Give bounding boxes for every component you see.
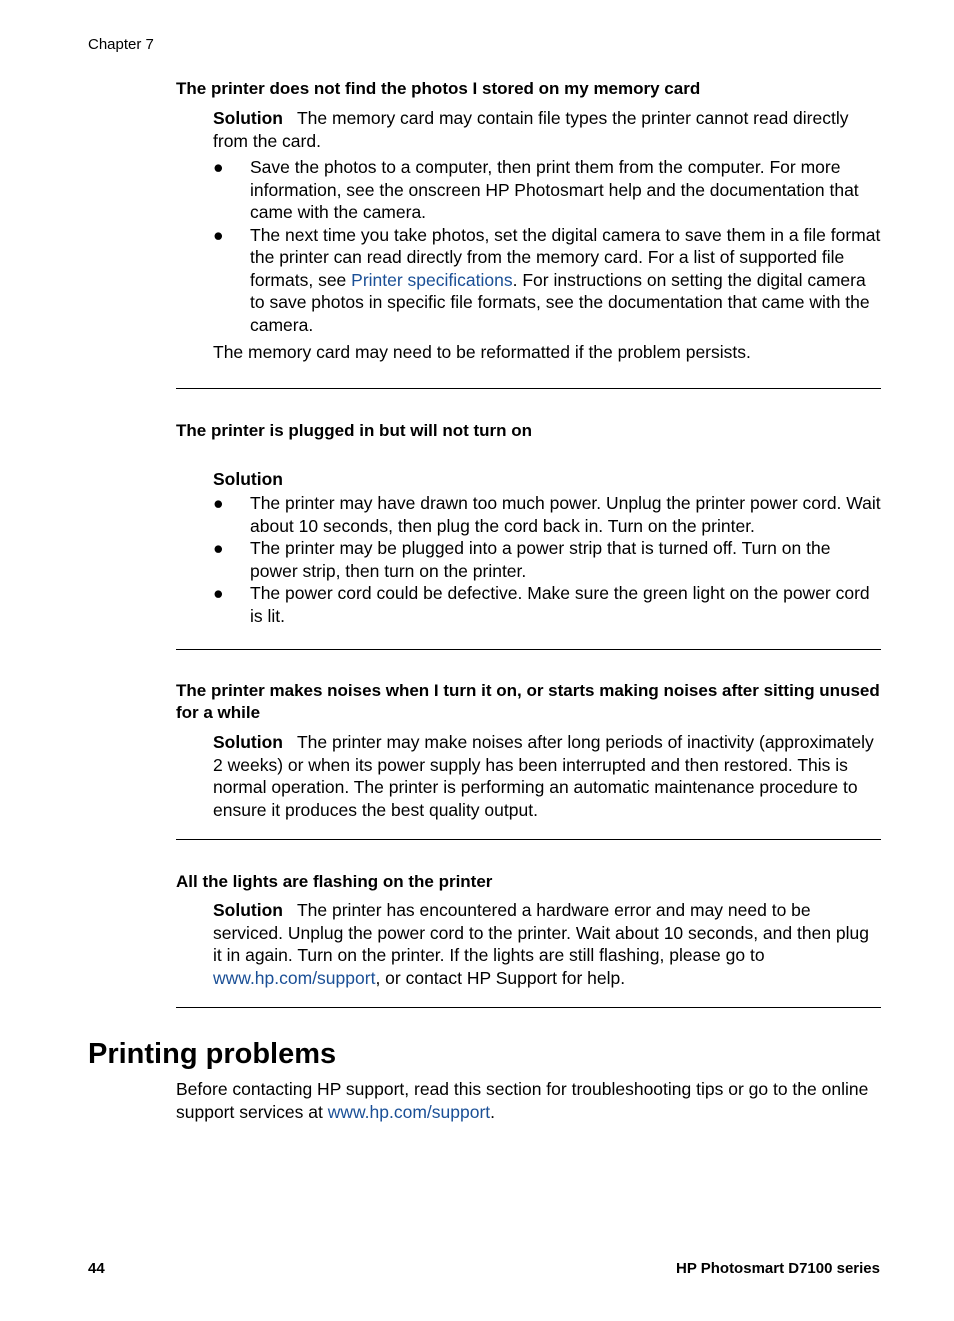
list-item [213, 492, 881, 537]
intro-text: Before contacting HP support, read this section for troubleshooting tips or go to the online support services at [176, 1079, 869, 1122]
troubleshooting-content [176, 78, 881, 1008]
solution-text: The printer has encountered a hardware error and may need to be serviced. Unplug the power cord to the printer. Wait about 10 seconds, and then plug it in again. Turn on the printer. If the lights are still flashing, please go to [213, 900, 870, 965]
bullet-icon: ● [213, 157, 224, 177]
solution-label: Solution [213, 900, 283, 920]
solution-paragraph [213, 468, 881, 491]
section-divider [176, 388, 881, 389]
list-item [213, 224, 881, 337]
printing-intro [176, 1078, 881, 1123]
after-text: The memory card may need to be reformatted if the problem persists. [213, 342, 751, 362]
solution-label: Solution [213, 732, 283, 752]
solution-paragraph [213, 107, 881, 152]
list-item [213, 582, 881, 627]
bullet-list [213, 156, 881, 336]
bullet-list [213, 492, 881, 627]
solution-text: The printer may make noises after long periods of inactivity (approximately 2 weeks) or when its power supply has been interrupted and then restored. This is normal operation. The printer is performing an automatic maintenance procedure to ensure it produces the best quality output. [213, 732, 874, 820]
solution-label: Solution [213, 468, 283, 489]
list-item-text: The next time you take photos, set the digital camera to save them in a file format the printer can read directly from the memory card. For a list of supported file formats, see [250, 224, 881, 290]
hp-support-link[interactable]: www.hp.com/support [327, 1101, 491, 1122]
section-divider [176, 649, 881, 650]
solution-paragraph [213, 899, 881, 989]
solution-text: , or contact HP Support for help. [375, 967, 626, 988]
solution-paragraph [213, 731, 881, 821]
list-item-text: The power cord could be defective. Make sure the green light on the power cord is lit. [250, 583, 870, 626]
list-item-text: The printer may be plugged into a power strip that is turned off. Turn on the power strip, then turn on the printer. [250, 538, 831, 581]
solution-text: The memory card may contain file types the printer cannot read directly from the card. [213, 108, 849, 151]
bullet-icon: ● [213, 538, 224, 558]
section-title: The printer does not find the photos I stored on my memory card [176, 79, 701, 98]
product-name: HP Photosmart D7100 series [676, 1260, 880, 1277]
intro-text: . [490, 1101, 496, 1122]
bullet-icon: ● [213, 583, 224, 603]
section-title: All the lights are flashing on the printer [176, 872, 493, 891]
bullet-icon: ● [213, 493, 224, 513]
section-divider [176, 839, 881, 840]
section-title: The printer makes noises when I turn it on, or starts making noises after sitting unused for a while [176, 681, 880, 722]
list-item [213, 537, 881, 582]
list-item [213, 156, 881, 224]
list-item-text: The printer may have drawn too much power. Unplug the printer power cord. Wait about 10 seconds, then plug the cord back in. Turn on the printer. [250, 493, 881, 536]
section-title: The printer is plugged in but will not turn on [176, 420, 533, 440]
list-item-text: . For instructions on setting the digital camera to save photos in specific file formats, see the documentation that came with the camera. [250, 269, 870, 335]
list-item-text: Save the photos to a computer, then print them from the computer. For more information, see the onscreen HP Photosmart help and the documentation that came with the camera. [250, 157, 859, 222]
printer-specifications-link[interactable]: Printer specifications [351, 269, 513, 290]
hp-support-link[interactable]: www.hp.com/support [213, 967, 376, 988]
printing-problems-heading: Printing problems [88, 1038, 337, 1070]
bullet-icon: ● [213, 224, 224, 245]
solution-label: Solution [213, 108, 283, 128]
section-divider [176, 1007, 881, 1008]
page-number: 44 [88, 1260, 105, 1277]
chapter-label: Chapter 7 [88, 36, 154, 53]
